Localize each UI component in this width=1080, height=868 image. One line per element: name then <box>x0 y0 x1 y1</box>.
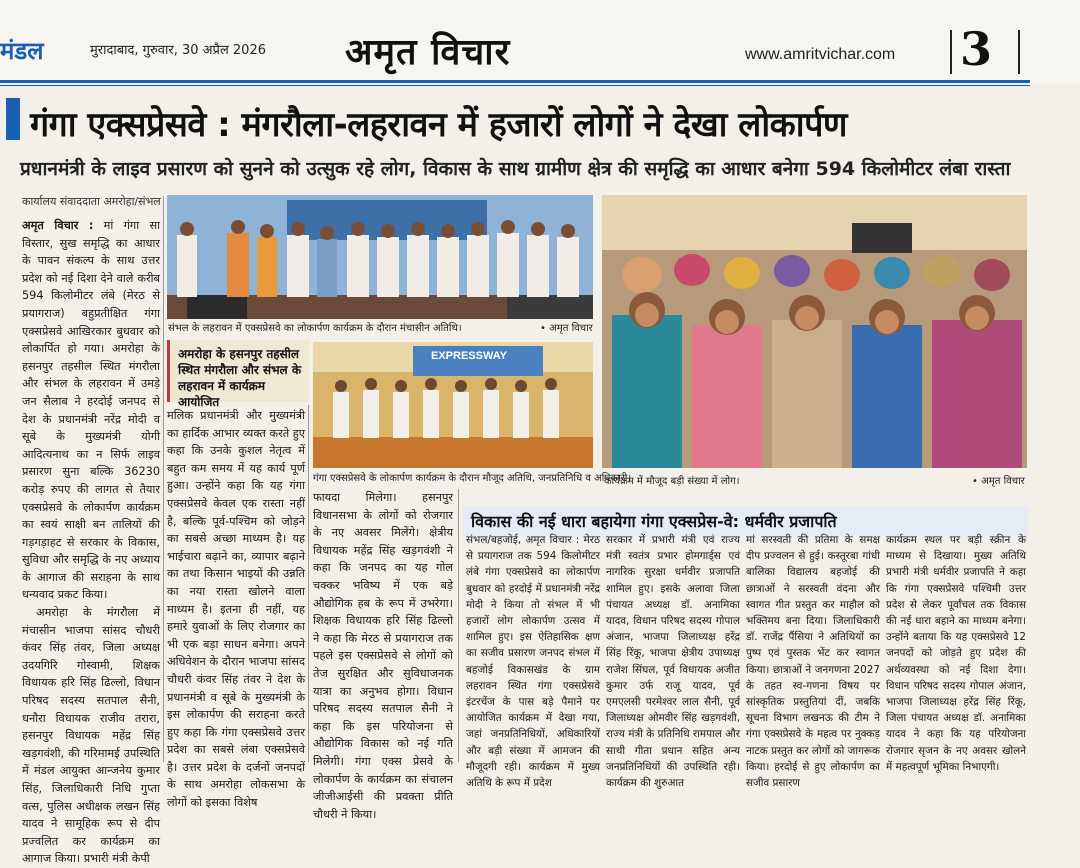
headline-marker <box>6 98 20 140</box>
highlight-box: अमरोहा के हसनपुर तहसील स्थित मंगरौला और संभल के लहरावन में कार्यक्रम आयोजित <box>167 340 309 402</box>
page-number: 3 <box>960 22 993 76</box>
article-column-3: फायदा मिलेगा। हसनपुर विधानसभा के लोगों को रोजगार के नए अवसर मिलेंगे। क्षेत्रीय विधायक महेंद्र सिंह खड़गवंशी ने कहा कि जनपद का यह गोल चक्कर भविष्य में एक बड़े औद्योगिक हब के रूप में उभरेगा। शिक्षक विधायक हरि सिंह ढिल्लो ने कहा कि मेरठ से प्रयागराज तक पहले इस एक्सप्रेसवे से लोगों को तेज सुरक्षित और सुविधाजनक यात्रा का अनुभव होगा। विधान परिषद सदस्य सतपाल सैनी ने कहा कि इस परियोजना से औद्योगिक विकास को नई गति मिलेगी। गंगा एक्स प्रेसवे के लोकार्पण के कार्यक्रम का संचालन जीजीआईसी की प्रवक्ता प्रीति चौधरी ने किया। <box>313 491 453 821</box>
photo-credit: • अमृत विचार <box>972 476 1025 487</box>
masthead-rule <box>0 80 1030 83</box>
crowd-photo <box>602 195 1027 468</box>
divider <box>950 30 952 74</box>
column-rule <box>163 196 164 762</box>
paragraph: मां गंगा सा विस्तार, सुख समृद्धि का आधार के पावन संकल्प के साथ उत्तर प्रदेश को नई दिशा देने वाले करीब 594 किलोमीटर लंबे (मेरठ से प्रयागराज) बहुप्रतीक्षित गंगा एक्सप्रेसवे आखिरकार बुधवार को लोकार्पित हो गया। अमरोहा के हसनपुर तहसील स्थित मंगरौला और संभल के लहरावन में उमड़े जन सैलाब ने हरदोई जनपद से देश के प्रधानमंत्री नरेंद्र मोदी व सूबे के मुख्यमंत्री योगी आदित्यनाथ का न सिर्फ लाइव प्रसारण सुना बल्कि 36230 करोड़ रुपए की लागत से तैयार एक्सप्रेसवे के लोकार्पण कार्यक्रम का स्वयं साक्षी बन तालियों की गड़गड़ाहट से सरकार के विकास, सुविधा और समृद्धि के नए अध्याय के आगाज की सराहना के साथ धन्यवाद प्रकट किया। <box>22 219 161 602</box>
deck: प्रधानमंत्री के लाइव प्रसारण को सुनने को उत्सुक रहे लोग, विकास के साथ ग्रामीण क्षेत्र की समृद्धि का आधार बनेगा 594 किलोमीटर लंबा रास्ता <box>20 158 1011 180</box>
paragraph: अमरोहा के मंगरौला में मंचासीन भाजपा सांसद चौधरी कंवर सिंह तंवर, जिला अध्यक्ष उदयगिरि गोस्वामी, शिक्षक विधायक हरि सिंह ढिल्लो, विधान परिषद सदस्य सतपाल सैनी, धनौरा विधायक राजीव तरारा, हसनपुर विधायक महेंद्र सिंह खड़गवंशी, की गरिमामई उपस्थिति में मंडल आयुक्त आन्जनेय कुमार सिंह, जिलाधिकारी निधि गुप्ता वत्स, पुलिस अधीक्षक लखन सिंह यादव ने सामूहिक रूप से दीप प्रज्वलित कर कार्यक्रम का आगाज किया। प्रभारी मंत्री केपी <box>22 606 160 866</box>
article-column-5: सरकार में प्रभारी मंत्री एवं राज्य मंत्री स्वतंत्र प्रभार होमगार्ड्स एवं नागरिक सुरक्षा धर्मवीर प्रजापति शामिल हुए। इसके अलावा जिला पंचायत अध्यक्ष डॉ. अनामिका यादव, विधान परिषद सदस्य गोपाल अंजान, भाजपा जिलाध्यक्ष हरेंद्र सिंह रिंकू, भाजपा क्षेत्रीय उपाध्यक्ष राजेश सिंघल, पूर्व विधायक अजीत कुमार उर्फ राजू यादव, पूर्व एमएलसी परमेश्वर लाल सैनी, पूर्व जिलाध्यक्ष ओमवीर सिंह खड़गवंशी, राज्य मंत्री के प्रतिनिधि रामपाल और साथी गीता प्रधान सहित अन्य जनप्रतिनिधियों की उपस्थिति रही। कार्यक्रम की शुरुआत <box>606 534 740 790</box>
headline: गंगा एक्सप्रेसवे : मंगरौला-लहरावन में हजारों लोगों ने देखा लोकार्पण <box>30 105 847 145</box>
photo-caption: गंगा एक्सप्रेसवे के लोकार्पण कार्यक्रम के दौरान मौजूद अतिथि, जनप्रतिनिधि व अधिकारी। <box>313 473 632 484</box>
article-column-2: मलिक प्रधानमंत्री और मुख्यमंत्री का हार्दिक आभार व्यक्त करते हुए कहा कि उनके कुशल नेतृत्व में बहुत कम समय में यह कार्य पूर्ण हुआ। उन्होंने कहा कि यह गंगा एक्सप्रेसवे केवल एक रास्ता नहीं है, बल्कि पूर्व-पश्चिम को जोड़ने का सबसे अच्छा माध्यम है। यह भाईचारा बढ़ाने का, व्यापार बढ़ाने का तथा किसान भाइयों की उन्नति का नया रास्ता खोलने वाला माध्यम है। इतना ही नहीं, यह हमारे युवाओं के लिए रोजगार का भी एक बड़ा साधन बनेगा। अपने अधिवेशन के दौरान भाजपा सांसद चौधरी कंवर सिंह तंवर ने देश के प्रधानमंत्री व सूबे के मुख्यमंत्री के इस लोकार्पण की सराहना करते हुए कहा कि गंगा एक्सप्रेसवे उत्तर प्रदेश का सबसे लंबा एक्सप्रेसवे है। उत्तर प्रदेश के दर्जनों जनपदों के साथ अमरोहा लोकसभा के लोगों को इसका विशेष <box>167 409 306 810</box>
expressway-stage-photo <box>313 342 593 468</box>
article-column-7: कार्यक्रम स्थल पर बड़ी स्क्रीन के माध्यम से दिखाया। मुख्य अतिथि प्रभारी मंत्री धर्मवीर प्रजापति ने कहा कि गंगा एक्सप्रेसवे पश्चिमी उत्तर प्रदेश से लेकर पूर्वांचल तक विकास की नई धारा बहाने का माध्यम बनेगा। उन्होंने बताया कि यह एक्सप्रेसवे 12 जनपदों को जोड़ते हुए प्रदेश की अर्थव्यवस्था को नई दिशा देगा। विधान परिषद सदस्य गोपाल अंजान, भाजपा जिलाध्यक्ष हरेंद्र सिंह रिंकू, जिला पंचायत अध्यक्ष डॉ. अनामिका यादव ने कहा कि यह परियोजना रोजगार सृजन के नए अवसर खोलने में महत्वपूर्ण भूमिका निभाएगी। <box>886 534 1026 773</box>
newspaper-logo: अमृत विचार <box>345 31 511 73</box>
website-url: www.amritvichar.com <box>745 46 896 63</box>
article-column-4: संभल/बहजोई, अमृत विचार : मेरठ से प्रयागराज तक 594 किलोमीटर लंबे गंगा एक्सप्रेसवे का लोकार्पण बुधवार को हरदोई में प्रधानमंत्री नरेंद्र मोदी ने किया तो संभल में भी हजारों लोग लोकार्पण उत्सव में शामिल हुए। इस ऐतिहासिक क्षण का सजीव प्रसारण जनपद संभल में बहजोई विकासखंड के ग्राम लहरावन स्थित गंगा एक्सप्रेसवे इंटरचेंज के पास बड़े पैमाने पर आयोजित कार्यक्रम में देखा गया, जहां जनप्रतिनिधियों, अधिकारियों और बड़ी संख्या में आमजन की मौजूदगी रही। कार्यक्रम में मुख्य अतिथि के रूप में प्रदेश <box>466 534 600 790</box>
lead-tag: अमृत विचार : <box>22 219 94 232</box>
article-column-6: मां सरस्वती की प्रतिमा के समक्ष दीप प्रज्वलन से हुई। कस्तूरबा गांधी बालिका विद्यालय बहजोई की छात्राओं ने सरस्वती वंदना और स्वागत गीत प्रस्तुत कर माहौल को भक्तिमय बना दिया। जिलाधिकारी डॉ. राजेंद्र पैंसिया ने अतिथियों का पुष्प एवं पुस्तक भेंट कर स्वागत किया। छात्राओं ने जनगणना 2027 के तहत स्व-गणना विषय पर सांस्कृतिक प्रस्तुतियां दीं, जबकि सूचना विभाग लखनऊ की टीम ने गंगा एक्सप्रेसवे के महत्व पर नुक्कड़ नाटक प्रस्तुत कर लोगों को जागरूक किया। हरदोई से हुए लोकार्पण का सजीव प्रसारण <box>746 534 880 790</box>
photo-caption: कार्यक्रम में मौजूद बड़ी संख्या में लोग। <box>604 476 740 487</box>
stage-photo <box>167 195 593 319</box>
dateline: मुरादाबाद, गुरुवार, 30 अप्रैल 2026 <box>90 43 266 58</box>
masthead-rule <box>0 85 1030 86</box>
stage-photo-image <box>167 195 593 319</box>
section-name: मंडल <box>0 37 44 65</box>
crowd-image <box>602 195 1027 468</box>
photo-caption: संभल के लहरावन में एक्सप्रेसवे का लोकार्पण कार्यक्रम के दौरान मंचासीन अतिथि। <box>168 323 462 334</box>
article-column-1 <box>22 217 161 866</box>
divider <box>1018 30 1020 74</box>
photo-credit: • अमृत विचार <box>540 323 593 334</box>
banner-text: EXPRESSWAY <box>431 350 508 362</box>
column-rule <box>458 489 459 762</box>
column-rule <box>308 405 309 762</box>
story-subhead: विकास की नई धारा बहायेगा गंगा एक्सप्रेस-वे: धर्मवीर प्रजापति <box>463 506 1028 536</box>
byline: कार्यालय संवाददाता अमरोहा/संभल <box>22 195 161 208</box>
